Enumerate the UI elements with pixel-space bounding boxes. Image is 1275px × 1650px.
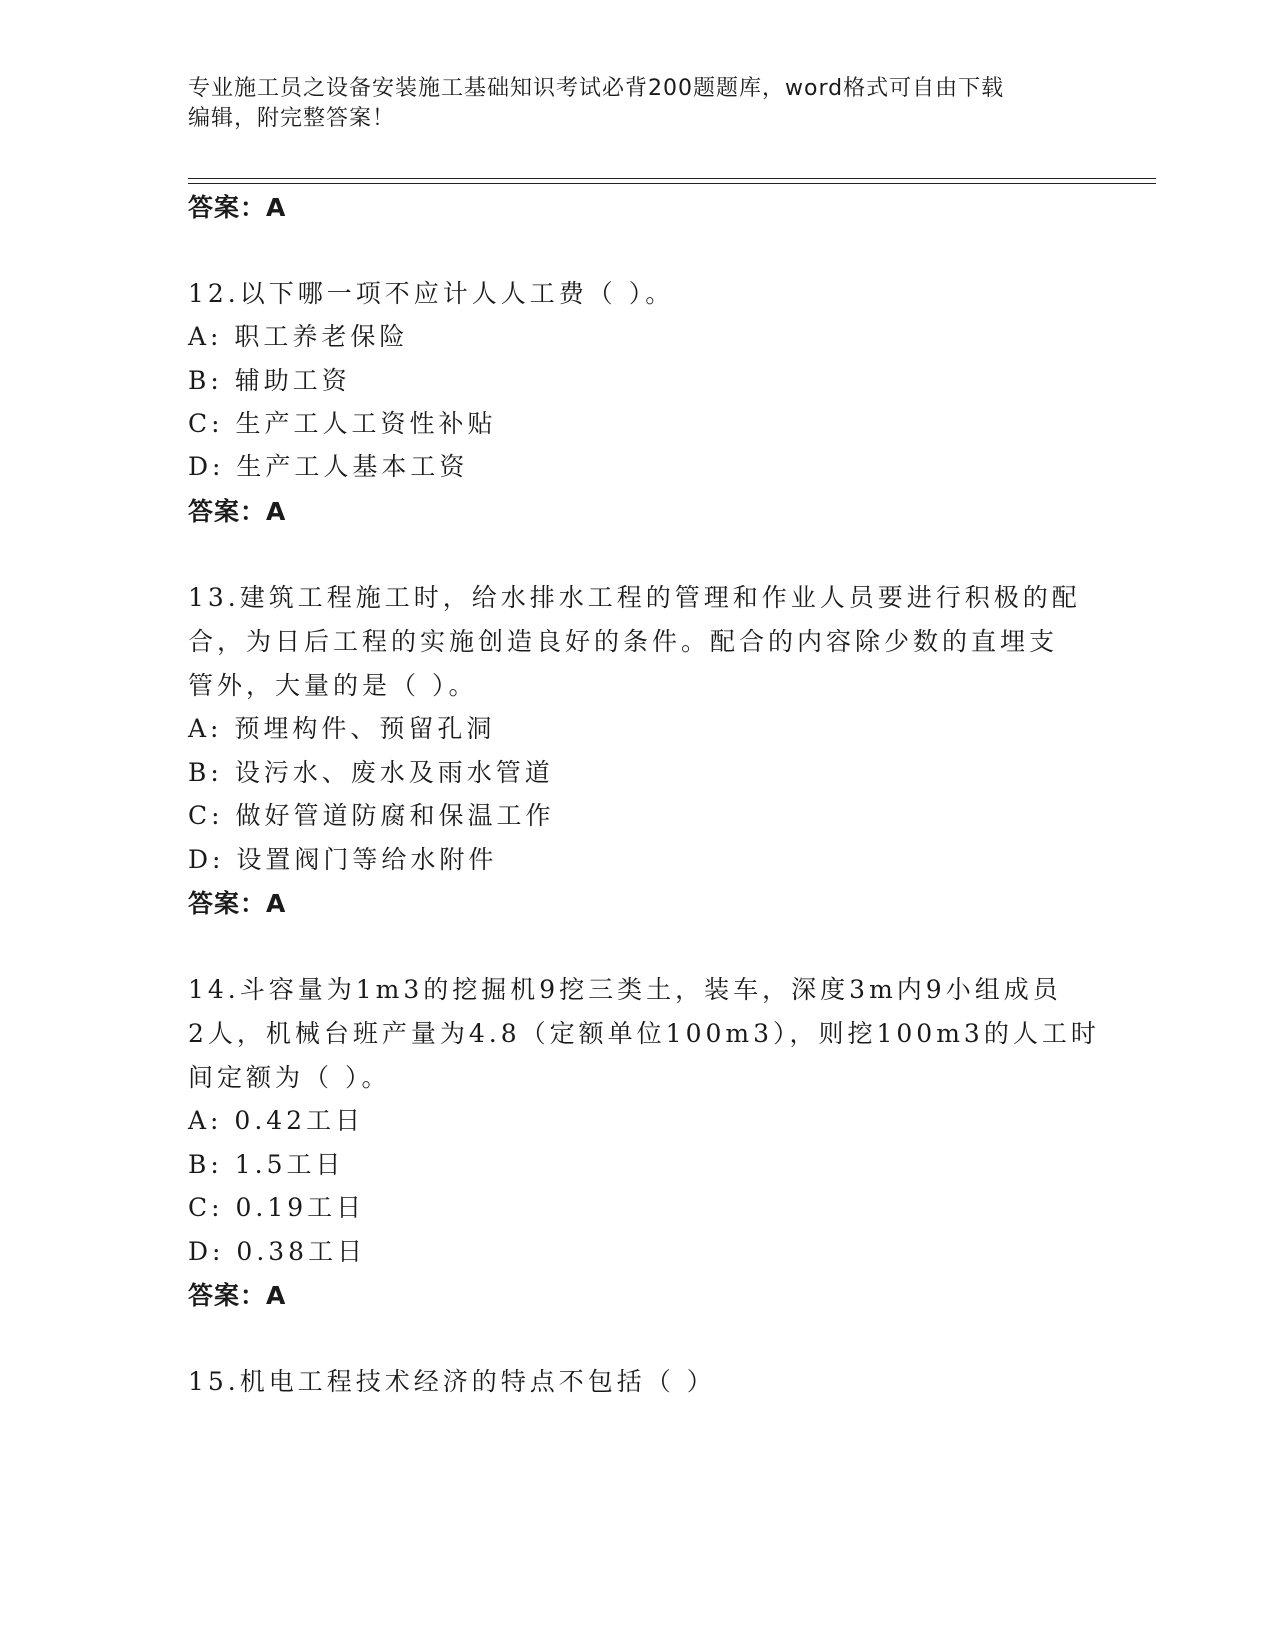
question-13-option-c: C: 做好管道防腐和保温工作 bbox=[188, 801, 555, 830]
question-13-stem-line-1: 13.建筑工程施工时，给水排水工程的管理和作业人员要进行积极的配 bbox=[188, 583, 1081, 612]
question-14-stem-line-1: 14.斗容量为1m3的挖掘机9挖三类土，装车，深度3m内9小组成员 bbox=[188, 975, 1062, 1004]
question-14-option-d: D: 0.38工日 bbox=[188, 1237, 367, 1266]
question-12-option-d: D: 生产工人基本工资 bbox=[188, 452, 469, 481]
header-line-2: 编辑，附完整答案！ bbox=[188, 106, 396, 131]
question-13-option-a: A: 预埋构件、预留孔洞 bbox=[188, 714, 496, 743]
answer-prev: 答案：A bbox=[188, 193, 287, 222]
question-14-option-b: B: 1.5工日 bbox=[188, 1150, 345, 1179]
question-13-option-d: D: 设置阀门等给水附件 bbox=[188, 845, 498, 874]
document-header bbox=[188, 74, 1068, 134]
question-12-stem: 12.以下哪一项不应计人人工费（ ）。 bbox=[188, 279, 675, 308]
header-line-1: 专业施工员之设备安装施工基础知识考试必背200题题库，word格式可自由下载 bbox=[188, 76, 1005, 101]
question-15-stem: 15.机电工程技术经济的特点不包括（ ） bbox=[188, 1367, 716, 1396]
header-divider-top bbox=[188, 178, 1156, 179]
question-12-option-a: A: 职工养老保险 bbox=[188, 322, 409, 351]
header-divider-bottom bbox=[188, 183, 1156, 184]
question-14-option-c: C: 0.19工日 bbox=[188, 1193, 366, 1222]
question-12-option-b: B: 辅助工资 bbox=[188, 366, 351, 395]
question-14-stem-line-3: 间定额为（ ）。 bbox=[188, 1063, 391, 1092]
question-12-option-c: C: 生产工人工资性补贴 bbox=[188, 409, 497, 438]
question-12-answer: 答案：A bbox=[188, 497, 287, 526]
question-13-stem-line-2: 合，为日后工程的实施创造良好的条件。配合的内容除少数的直埋支 bbox=[188, 627, 1059, 656]
question-13-stem-line-3: 管外，大量的是（ ）。 bbox=[188, 671, 478, 700]
question-14-answer: 答案：A bbox=[188, 1281, 287, 1310]
question-14-stem-line-2: 2人，机械台班产量为4.8（定额单位100m3），则挖100m3的人工时 bbox=[188, 1019, 1100, 1048]
question-13-answer: 答案：A bbox=[188, 889, 287, 918]
question-13-option-b: B: 设污水、废水及雨水管道 bbox=[188, 758, 554, 787]
question-14-option-a: A: 0.42工日 bbox=[188, 1106, 365, 1135]
